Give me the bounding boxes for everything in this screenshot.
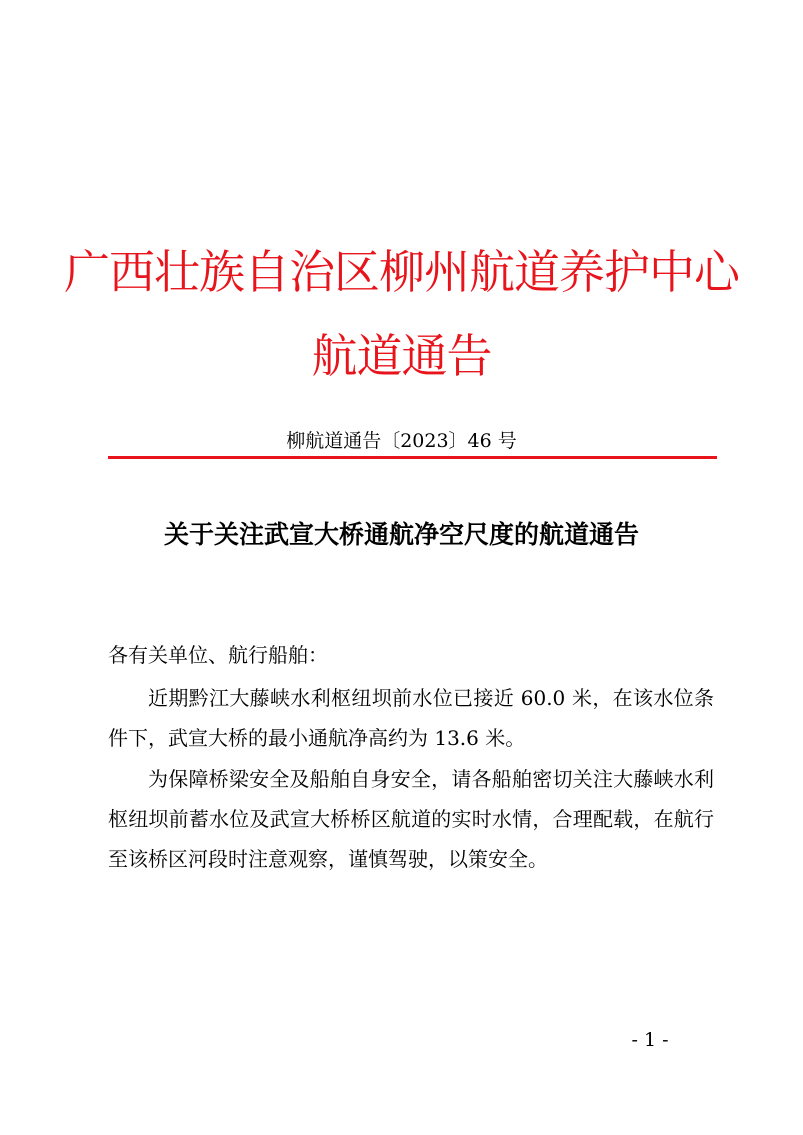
body-paragraph-1: 近期黔江大藤峡水利枢纽坝前水位已接近 60.0 米，在该水位条件下，武宣大桥的最小通航净高约为 13.6 米。 (108, 686, 714, 750)
document-number: 柳航道通告〔2023〕46 号 (286, 430, 517, 452)
notice-title: 关于关注武宣大桥通航净空尺度的航道通告 (163, 520, 639, 549)
document-type-title: 航道通告 (311, 329, 492, 383)
issuing-organization-title: 广西壮族自治区柳州航道养护中心 (64, 245, 739, 299)
red-divider-line (108, 456, 717, 459)
salutation: 各有关单位、航行船舶： (108, 643, 328, 667)
body-paragraph-2: 为保障桥梁安全及船舶自身安全，请各船舶密切关注大藤峡水利枢纽坝前蓄水位及武宣大桥桥区航道的实时水情，合理配载，在航行至该桥区河段时注意观察，谨慎驾驶，以策安全。 (108, 767, 714, 871)
page-number: - 1 - (631, 1029, 669, 1051)
